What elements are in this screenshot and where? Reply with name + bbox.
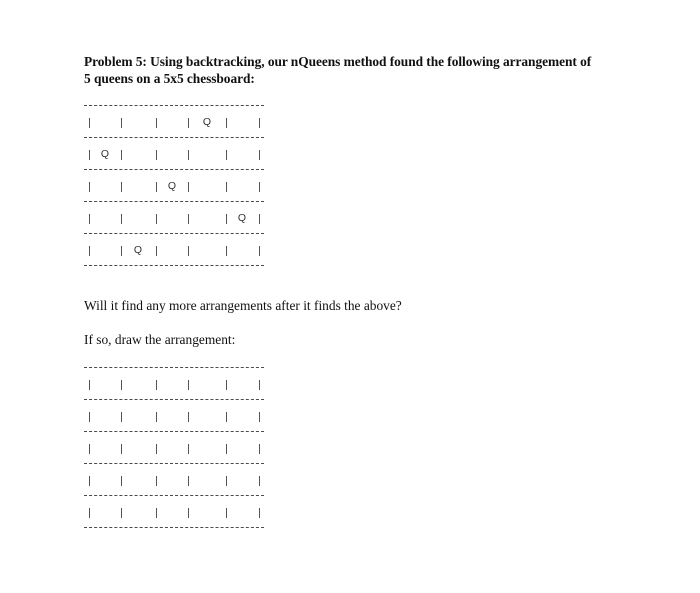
- board-dashed-rule: [84, 265, 264, 266]
- cell-divider: [156, 214, 157, 224]
- cell-divider: [89, 246, 90, 256]
- cell-divider: [259, 118, 260, 128]
- cell-divider: [259, 380, 260, 390]
- queen-marker: Q: [133, 244, 143, 256]
- cell-divider: [259, 246, 260, 256]
- cell-divider: [156, 380, 157, 390]
- cell-divider: [156, 150, 157, 160]
- cell-divider: [121, 444, 122, 454]
- cell-divider: [188, 380, 189, 390]
- draw-arrangement-prompt: If so, draw the arrangement:: [84, 332, 236, 347]
- board-dashed-rule: [84, 527, 264, 528]
- queen-marker: Q: [100, 148, 110, 160]
- board-row: [84, 234, 266, 265]
- cell-divider: [89, 412, 90, 422]
- board-row: [84, 400, 266, 431]
- cell-divider: [188, 508, 189, 518]
- cell-divider: [259, 444, 260, 454]
- cell-divider: [226, 412, 227, 422]
- cell-divider: [226, 150, 227, 160]
- cell-divider: [121, 246, 122, 256]
- cell-divider: [188, 412, 189, 422]
- cell-divider: [156, 444, 157, 454]
- cell-divider: [121, 118, 122, 128]
- queen-marker: Q: [202, 116, 212, 128]
- cell-divider: [121, 476, 122, 486]
- found-arrangement-board: [84, 105, 266, 266]
- cell-divider: [156, 412, 157, 422]
- cell-divider: [121, 508, 122, 518]
- more-arrangements-question: Will it find any more arrangements after it finds the above?: [84, 298, 402, 313]
- cell-divider: [226, 508, 227, 518]
- cell-divider: [259, 412, 260, 422]
- cell-divider: [259, 150, 260, 160]
- cell-divider: [226, 182, 227, 192]
- cell-divider: [121, 380, 122, 390]
- board-row: [84, 368, 266, 399]
- cell-divider: [226, 444, 227, 454]
- cell-divider: [156, 246, 157, 256]
- cell-divider: [188, 214, 189, 224]
- cell-divider: [121, 214, 122, 224]
- board-row: [84, 170, 266, 201]
- cell-divider: [121, 182, 122, 192]
- cell-divider: [226, 118, 227, 128]
- cell-divider: [156, 182, 157, 192]
- queen-marker: Q: [167, 180, 177, 192]
- cell-divider: [89, 150, 90, 160]
- cell-divider: [89, 476, 90, 486]
- cell-divider: [89, 214, 90, 224]
- cell-divider: [188, 150, 189, 160]
- problem-heading-line-2: 5 queens on a 5x5 chessboard:: [84, 70, 255, 86]
- problem-heading-line-1: Problem 5: Using backtracking, our nQueens method found the following arrangement of: [84, 54, 592, 69]
- cell-divider: [121, 412, 122, 422]
- board-row: [84, 138, 266, 169]
- board-row: [84, 106, 266, 137]
- queen-marker: Q: [237, 212, 247, 224]
- problem-heading: [84, 54, 664, 87]
- board-row: [84, 432, 266, 463]
- cell-divider: [89, 380, 90, 390]
- cell-divider: [188, 476, 189, 486]
- cell-divider: [156, 118, 157, 128]
- cell-divider: [259, 508, 260, 518]
- cell-divider: [89, 508, 90, 518]
- cell-divider: [156, 476, 157, 486]
- cell-divider: [259, 476, 260, 486]
- cell-divider: [188, 444, 189, 454]
- board-row: [84, 464, 266, 495]
- cell-divider: [226, 476, 227, 486]
- cell-divider: [226, 214, 227, 224]
- cell-divider: [121, 150, 122, 160]
- cell-divider: [188, 118, 189, 128]
- blank-arrangement-board: [84, 367, 266, 528]
- cell-divider: [259, 182, 260, 192]
- cell-divider: [156, 508, 157, 518]
- cell-divider: [259, 214, 260, 224]
- cell-divider: [89, 444, 90, 454]
- cell-divider: [188, 182, 189, 192]
- cell-divider: [226, 380, 227, 390]
- board-row: [84, 496, 266, 527]
- cell-divider: [226, 246, 227, 256]
- cell-divider: [89, 118, 90, 128]
- cell-divider: [188, 246, 189, 256]
- cell-divider: [89, 182, 90, 192]
- board-row: [84, 202, 266, 233]
